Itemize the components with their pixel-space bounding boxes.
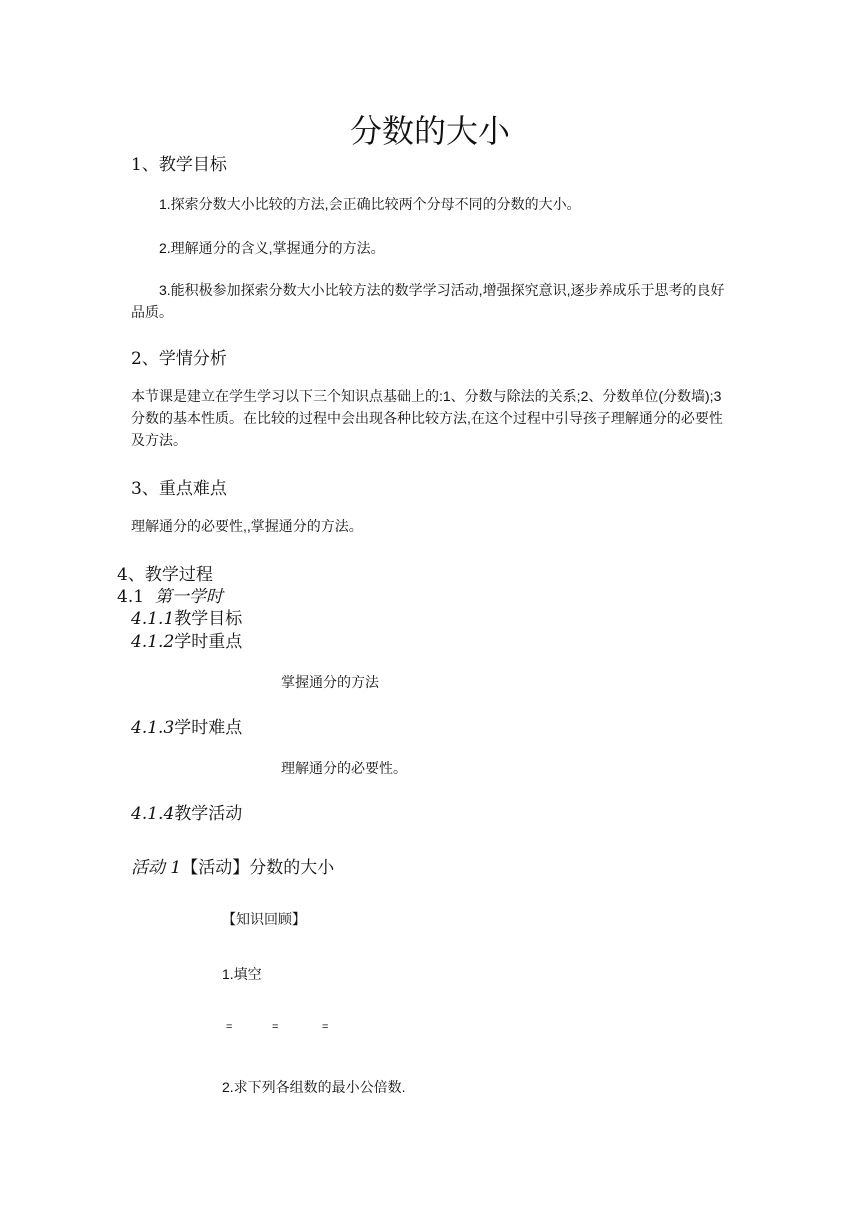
question-1: 1.填空 <box>222 966 262 982</box>
subsection-number: 4.1.3 <box>131 718 175 738</box>
subsection-4-1-2 <box>131 627 242 652</box>
subsection-number: 4.1 <box>117 587 145 607</box>
section-heading-analysis: 2、学情分析 <box>131 349 227 369</box>
activity-title: 【活动】分数的大小 <box>181 858 335 878</box>
subsection-4-1-1 <box>131 604 242 629</box>
objective-3: 3.能积极参加探索分数大小比较方法的数学学习活动,增强探究意识,逐步养成乐于思考的良好品质。 <box>131 282 725 320</box>
subsection-number: 4.1.1 <box>131 609 175 629</box>
subsection-label: 学时难点 <box>174 718 243 738</box>
subsection-4-1-3 <box>131 713 242 738</box>
key-point-text: 掌握通分的方法 <box>281 674 379 690</box>
subsection-4-1-4 <box>131 799 242 824</box>
subsection-number: 4.1.4 <box>131 804 175 824</box>
activity-heading <box>131 853 334 878</box>
equals-sign: = <box>272 1021 279 1033</box>
section-heading-process: 4、教学过程 <box>117 565 213 585</box>
activity-prefix: 活动 1 <box>131 858 182 878</box>
objective-1: 1.探索分数大小比较的方法,会正确比较两个分母不同的分数的大小。 <box>159 196 581 212</box>
subsection-label: 教学目标 <box>174 609 243 629</box>
equals-sign: = <box>322 1021 329 1033</box>
document-title: 分数的大小 <box>349 112 510 150</box>
section-heading-objectives: 1、教学目标 <box>131 155 227 175</box>
subsection-label: 第一学时 <box>154 587 223 607</box>
objective-2: 2.理解通分的含义,掌握通分的方法。 <box>159 240 385 256</box>
subsection-label: 学时重点 <box>174 632 243 652</box>
question-2: 2.求下列各组数的最小公倍数. <box>222 1079 406 1095</box>
equals-sign: = <box>226 1021 233 1033</box>
subsection-label: 教学活动 <box>174 804 243 824</box>
subsection-number: 4.1.2 <box>131 632 175 652</box>
review-label: 【知识回顾】 <box>222 911 306 927</box>
analysis-paragraph: 本节课是建立在学生学习以下三个知识点基础上的:1、分数与除法的关系;2、分数单位(分数墙);3 分数的基本性质。在比较的过程中会出现各种比较方法,在这个过程中引导孩子理解通分的必要性及方法。 <box>131 388 723 448</box>
key-points-text: 理解通分的必要性,,掌握通分的方法。 <box>131 518 363 534</box>
section-heading-key-points: 3、重点难点 <box>131 479 227 499</box>
difficulty-text: 理解通分的必要性。 <box>281 760 407 776</box>
